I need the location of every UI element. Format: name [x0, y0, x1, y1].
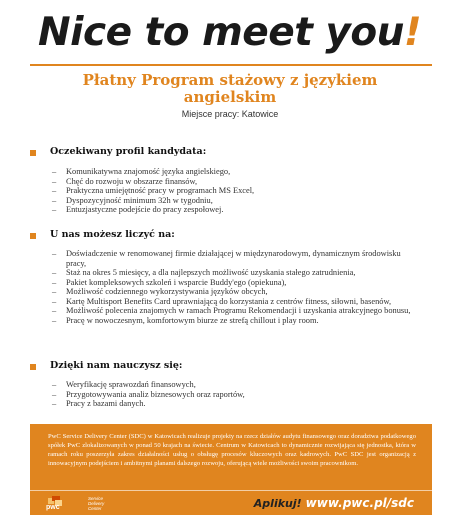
- company-description: PwC Service Delivery Center (SDC) w Katowicach realizuje projekty na rzecz działów audytu finansowego oraz doradztwa podatkowego spółek PwC zlokalizowanych w ponad 50 krajach na świecie. Centrum w Katowicach to dynamicznie rozwijająca się jednostka, która w ramach roku poszerzyła zakres działalności usług o obsługę procesów kluczowych oraz kadrowych. PwC SDC jest organizacją z innowacyjnym podejściem i ambitnymi planami dalszego rozwoju, oferującą wiele możliwości swoim pracownikom.: [48, 433, 416, 467]
- section-marker: [30, 364, 36, 370]
- list-item: – Staż na okres 5 miesięcy, a dla najlepszych możliwość uzyskania stałego zatrudnienia,: [52, 268, 422, 278]
- list-item: – Komunikatywna znajomość języka angielskiego,: [52, 167, 422, 177]
- apply-label: Aplikuj!: [253, 497, 302, 510]
- apply-url-link[interactable]: www.pwc.pl/sdc: [305, 496, 414, 510]
- list-item: – Pakiet kompleksowych szkoleń i wsparcie Buddy'ego (opiekuna),: [52, 278, 422, 288]
- section-heading-learning: Dzięki nam nauczysz się:: [50, 360, 183, 371]
- list-item: – Kartę Multisport Benefits Card uprawniającą do korzystania z centrów fitness, siłowni, basenów,: [52, 297, 422, 307]
- list-item: – Pracę w nowoczesnym, komfortowym biurze ze strefą chillout i play room.: [52, 316, 422, 326]
- list-item: – Doświadczenie w renomowanej firmie działającej w międzynarodowym, dynamicznym środowisku pracy,: [52, 249, 422, 268]
- list-item: – Możliwość codziennego wykorzystywania języków obcych,: [52, 287, 422, 297]
- list-item: – Praktyczna umiejętność pracy w programach MS Excel,: [52, 186, 422, 196]
- header: [0, 0, 459, 68]
- job-title: Płatny Program stażowy z językiem angielskim: [82, 71, 378, 106]
- list-item: – Weryfikację sprawozdań finansowych,: [52, 380, 422, 390]
- job-location: Miejsce pracy: Katowice: [181, 109, 279, 119]
- footer: [30, 424, 432, 515]
- logo-subtitle: Service Delivery Center: [88, 496, 105, 511]
- logo-text: pwc: [46, 504, 60, 511]
- list-item: – Entuzjastyczne podejście do pracy zespołowej.: [52, 205, 422, 215]
- section-heading-benefits: U nas możesz liczyć na:: [50, 229, 175, 240]
- apply-cta[interactable]: [254, 496, 414, 510]
- section-heading-profile: Oczekiwany profil kandydata:: [50, 146, 207, 157]
- list-item: – Pracy z bazami danych.: [52, 399, 422, 409]
- list-item: – Dyspozycyjność minimum 32h w tygodniu,: [52, 196, 422, 206]
- headline-exclamation: !: [403, 10, 422, 55]
- header-divider: [30, 64, 432, 66]
- list-profile: [52, 167, 422, 215]
- footer-divider: [30, 490, 432, 491]
- section-marker: [30, 150, 36, 156]
- headline-text: Nice to meet you: [38, 10, 404, 55]
- list-benefits: [52, 249, 422, 325]
- section-marker: [30, 233, 36, 239]
- list-learning: [52, 380, 422, 409]
- list-item: – Możliwość polecenia znajomych w ramach Programu Rekomendacji i uzyskania atrakcyjnego bonusu,: [52, 306, 422, 316]
- headline: [38, 10, 421, 55]
- list-item: – Chęć do rozwoju w obszarze finansów,: [52, 177, 422, 187]
- pwc-logo: [46, 496, 116, 512]
- list-item: – Przygotowywania analiz biznesowych oraz raportów,: [52, 390, 422, 400]
